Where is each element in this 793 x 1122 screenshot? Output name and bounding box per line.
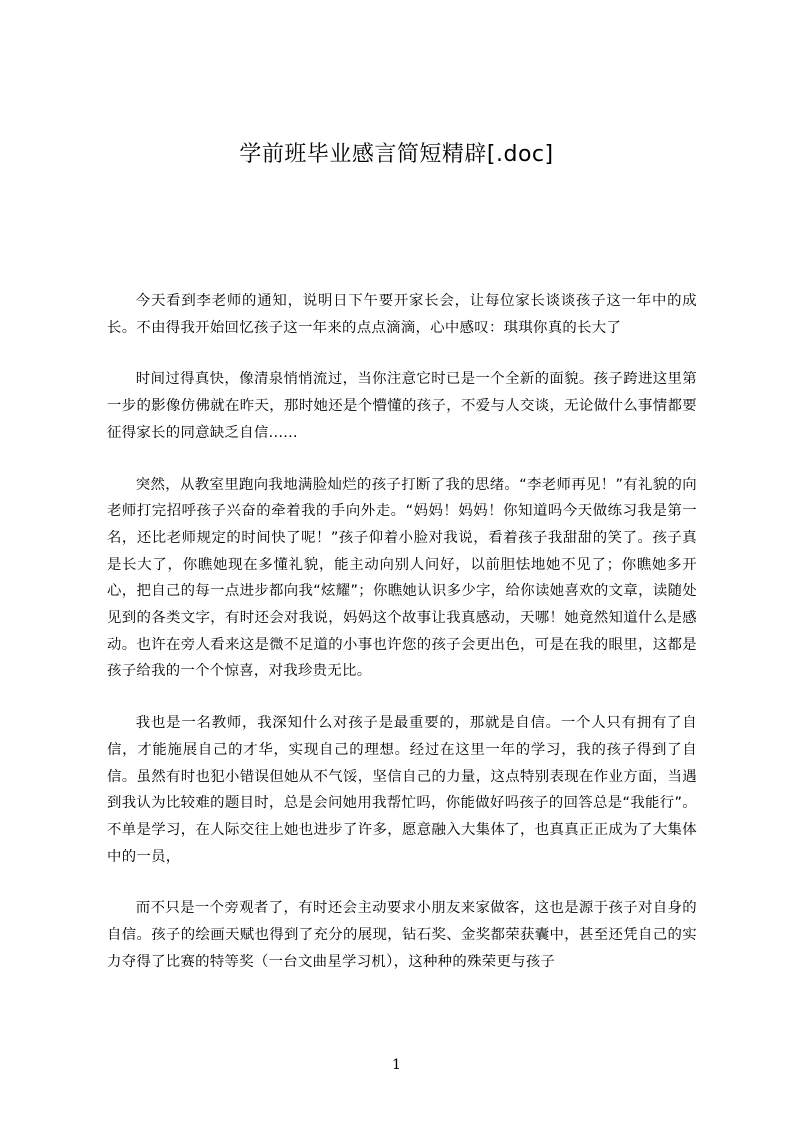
- paragraph-5: 而不只是一个旁观者了，有时还会主动要求小朋友来家做客，这也是源于孩子对自身的自信。孩子的绘画天赋也得到了充分的展现，钻石奖、金奖都荣获囊中，甚至还凭自己的实力夺得了比赛的特等奖（一台文曲星学习机），这种种的殊荣更与孩子: [107, 900, 697, 970]
- paragraph-2: 时间过得真快，像清泉悄悄流过，当你注意它时已是一个全新的面貌。孩子跨进这里第一步的影像仿佛就在昨天，那时她还是个懵懂的孩子，不爱与人交谈，无论做什么事情都要征得家长的同意缺乏自信......: [107, 371, 697, 441]
- document-title: 学前班毕业感言简短精辟[.doc]: [239, 142, 554, 167]
- page-number: 1: [392, 1057, 401, 1073]
- paragraph-3: 突然，从教室里跑向我地满脸灿烂的孩子打断了我的思绪。“李老师再见！”有礼貌的向老师打完招呼孩子兴奋的牵着我的手向外走。“妈妈！妈妈！你知道吗今天做练习我是第一名，还比老师规定的时间快了呢！”孩子仰着小脸对我说，看着孩子我甜甜的笑了。孩子真是长大了，你瞧她现在多懂礼貌，能主动向别人问好，以前胆怯地她不见了；你瞧她多开心，把自己的每一点进步都向我“炫耀”；你瞧她认识多少字，给你读她喜欢的文章，读随处见到的各类文字，有时还会对我说，妈妈这个故事让我真感动，天哪！她竟然知道什么是感动。也许在旁人看来这是微不足道的小事也许您的孩子会更出色，可是在我的眼里，这都是孩子给我的一个个惊喜，对我珍贵无比。: [107, 476, 697, 680]
- paragraph-1: 今天看到李老师的通知，说明日下午要开家长会，让每位家长谈谈孩子这一年中的成长。不由得我开始回忆孩子这一年来的点点滴滴，心中感叹：琪琪你真的长大了: [107, 293, 697, 336]
- paragraph-4: 我也是一名教师，我深知什么对孩子是最重要的，那就是自信。一个人只有拥有了自信，才能施展自己的才华，实现自己的理想。经过在这里一年的学习，我的孩子得到了自信。虽然有时也犯小错误但她从不气馁，坚信自己的力量，这点特别表现在作业方面，当遇到我认为比较难的题目时，总是会问她用我帮忙吗，你能做好吗孩子的回答总是“我能行”。不单是学习，在人际交往上她也进步了许多，愿意融入大集体了，也真真正正成为了大集体中的一员，: [107, 715, 697, 865]
- document-body: [107, 288, 697, 1000]
